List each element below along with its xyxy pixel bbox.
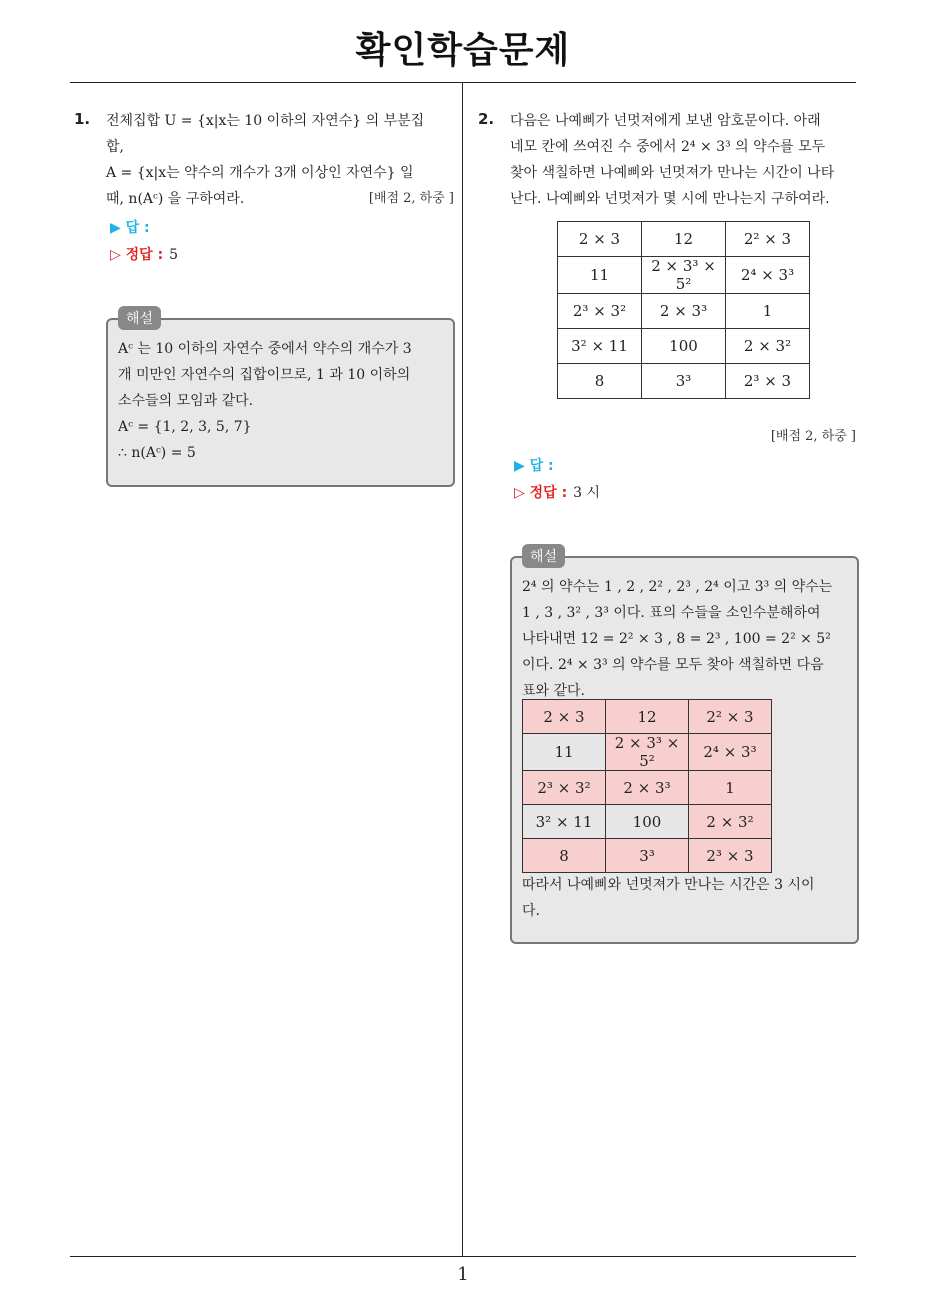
- table-cell: 3³: [642, 364, 726, 399]
- table-cell: 8: [558, 364, 642, 399]
- table-cell: 2² × 3: [726, 222, 810, 257]
- q2-solution-line: 2⁴ 의 약수는 1 , 2 , 2² , 2³ , 2⁴ 이고 3³ 의 약수는: [522, 579, 833, 595]
- table-cell: 2³ × 3: [689, 839, 772, 873]
- q2-solution-line: 1 , 3 , 3² , 3³ 이다. 표의 수들을 소인수분해하여: [522, 605, 821, 621]
- q2-answer-label: ▶ 답 :: [514, 458, 554, 474]
- table-row: [558, 257, 810, 294]
- table-row: [523, 734, 772, 771]
- table-cell: 2 × 3²: [689, 805, 772, 839]
- q2-number: 2.: [478, 110, 495, 128]
- q1-correct-label: ▷ 정답 :: [110, 247, 164, 263]
- table-row: [523, 805, 772, 839]
- q1-solution-line: 개 미만인 자연수의 집합이므로, 1 과 10 이하의: [118, 367, 411, 383]
- table-row: [523, 839, 772, 873]
- q2-correct-label: ▷ 정답 :: [514, 485, 568, 501]
- table-row: [558, 222, 810, 257]
- q2-line: 네모 칸에 쓰여진 수 중에서 2⁴ × 3³ 의 약수를 모두: [510, 139, 826, 155]
- q2-line: 찾아 색칠하면 나예삐와 넌멋져가 만나는 시간이 나타: [510, 165, 835, 181]
- q2-line: 다음은 나예삐가 넌멋져에게 보낸 암호문이다. 아래: [510, 113, 821, 129]
- q2-correct-line: [514, 482, 600, 502]
- q1-grade: [배점 2, 하중 ]: [368, 191, 454, 206]
- table-cell: 2² × 3: [689, 700, 772, 734]
- q1-correct-value: 5: [169, 247, 179, 263]
- q1-text: [106, 108, 454, 212]
- table-row: [523, 700, 772, 734]
- q1-solution-text: [118, 336, 443, 466]
- top-rule: [70, 82, 856, 83]
- q2-text: [510, 108, 858, 212]
- table-cell: 1: [689, 771, 772, 805]
- table-row: [558, 329, 810, 364]
- q2-cipher-table: [557, 221, 810, 399]
- table-cell: 2 × 3³ × 5²: [642, 257, 726, 294]
- q1-solution-line: 소수들의 모임과 같다.: [118, 393, 254, 409]
- q2-solution-conclusion-line: 다.: [522, 903, 540, 919]
- q1-line: 합,: [106, 139, 124, 155]
- table-row: [558, 294, 810, 329]
- table-cell: 2 × 3³: [642, 294, 726, 329]
- table-cell: 2 × 3: [523, 700, 606, 734]
- q1-solution-line: Aᶜ = {1, 2, 3, 5, 7}: [118, 419, 252, 435]
- table-cell: 2⁴ × 3³: [726, 257, 810, 294]
- q2-solution-line: 나타내면 12 = 2² × 3 , 8 = 2³ , 100 = 2² × 5²: [522, 631, 831, 647]
- q2-solution-conclusion: [522, 872, 850, 924]
- table-cell: 12: [642, 222, 726, 257]
- q2-solution-conclusion-line: 따라서 나예삐와 넌멋져가 만나는 시간은 3 시이: [522, 877, 815, 893]
- q1-solution-tag: 해설: [118, 306, 161, 330]
- table-cell: 11: [558, 257, 642, 294]
- q2-solution-line: 이다. 2⁴ × 3³ 의 약수를 모두 찾아 색칠하면 다음: [522, 657, 824, 673]
- table-cell: 100: [606, 805, 689, 839]
- q2-line: 난다. 나예삐와 넌멋져가 몇 시에 만나는지 구하여라.: [510, 191, 830, 207]
- bottom-rule: [70, 1256, 856, 1257]
- q2-correct-value: 3 시: [573, 485, 601, 501]
- column-divider: [462, 82, 463, 1256]
- table-row: [558, 364, 810, 399]
- q1-line: 전체집합 U = {x|x는 10 이하의 자연수} 의 부분집: [106, 113, 425, 129]
- table-cell: 2 × 3²: [726, 329, 810, 364]
- table-cell: 2 × 3³ × 5²: [606, 734, 689, 771]
- q1-solution-line: ∴ n(Aᶜ) = 5: [118, 445, 196, 461]
- table-cell: 2³ × 3²: [558, 294, 642, 329]
- table-cell: 2⁴ × 3³: [689, 734, 772, 771]
- q2-solution-text: [522, 574, 850, 704]
- table-cell: 2 × 3³: [606, 771, 689, 805]
- q1-number: 1.: [74, 110, 91, 128]
- table-cell: 100: [642, 329, 726, 364]
- q2-grade: [배점 2, 하중 ]: [770, 429, 856, 444]
- table-cell: 2 × 3: [558, 222, 642, 257]
- q1-correct-line: [110, 244, 178, 264]
- table-cell: 11: [523, 734, 606, 771]
- page-title: 확인학습문제: [355, 30, 571, 71]
- table-cell: 3³: [606, 839, 689, 873]
- table-cell: 3² × 11: [523, 805, 606, 839]
- table-cell: 3² × 11: [558, 329, 642, 364]
- q1-solution-line: Aᶜ 는 10 이하의 자연수 중에서 약수의 개수가 3: [118, 341, 412, 357]
- q2-solution-table: [522, 699, 772, 873]
- page-number: 1: [457, 1264, 469, 1285]
- table-cell: 2³ × 3²: [523, 771, 606, 805]
- q1-line: A = {x|x는 약수의 개수가 3개 이상인 자연수} 일: [106, 165, 414, 181]
- table-cell: 1: [726, 294, 810, 329]
- q2-solution-line: 표와 같다.: [522, 683, 585, 699]
- q1-line: 때, n(Aᶜ) 을 구하여라.: [106, 191, 245, 207]
- table-cell: 2³ × 3: [726, 364, 810, 399]
- table-row: [523, 771, 772, 805]
- table-cell: 12: [606, 700, 689, 734]
- q1-answer-label: ▶ 답 :: [110, 220, 150, 236]
- table-cell: 8: [523, 839, 606, 873]
- q2-solution-tag: 해설: [522, 544, 565, 568]
